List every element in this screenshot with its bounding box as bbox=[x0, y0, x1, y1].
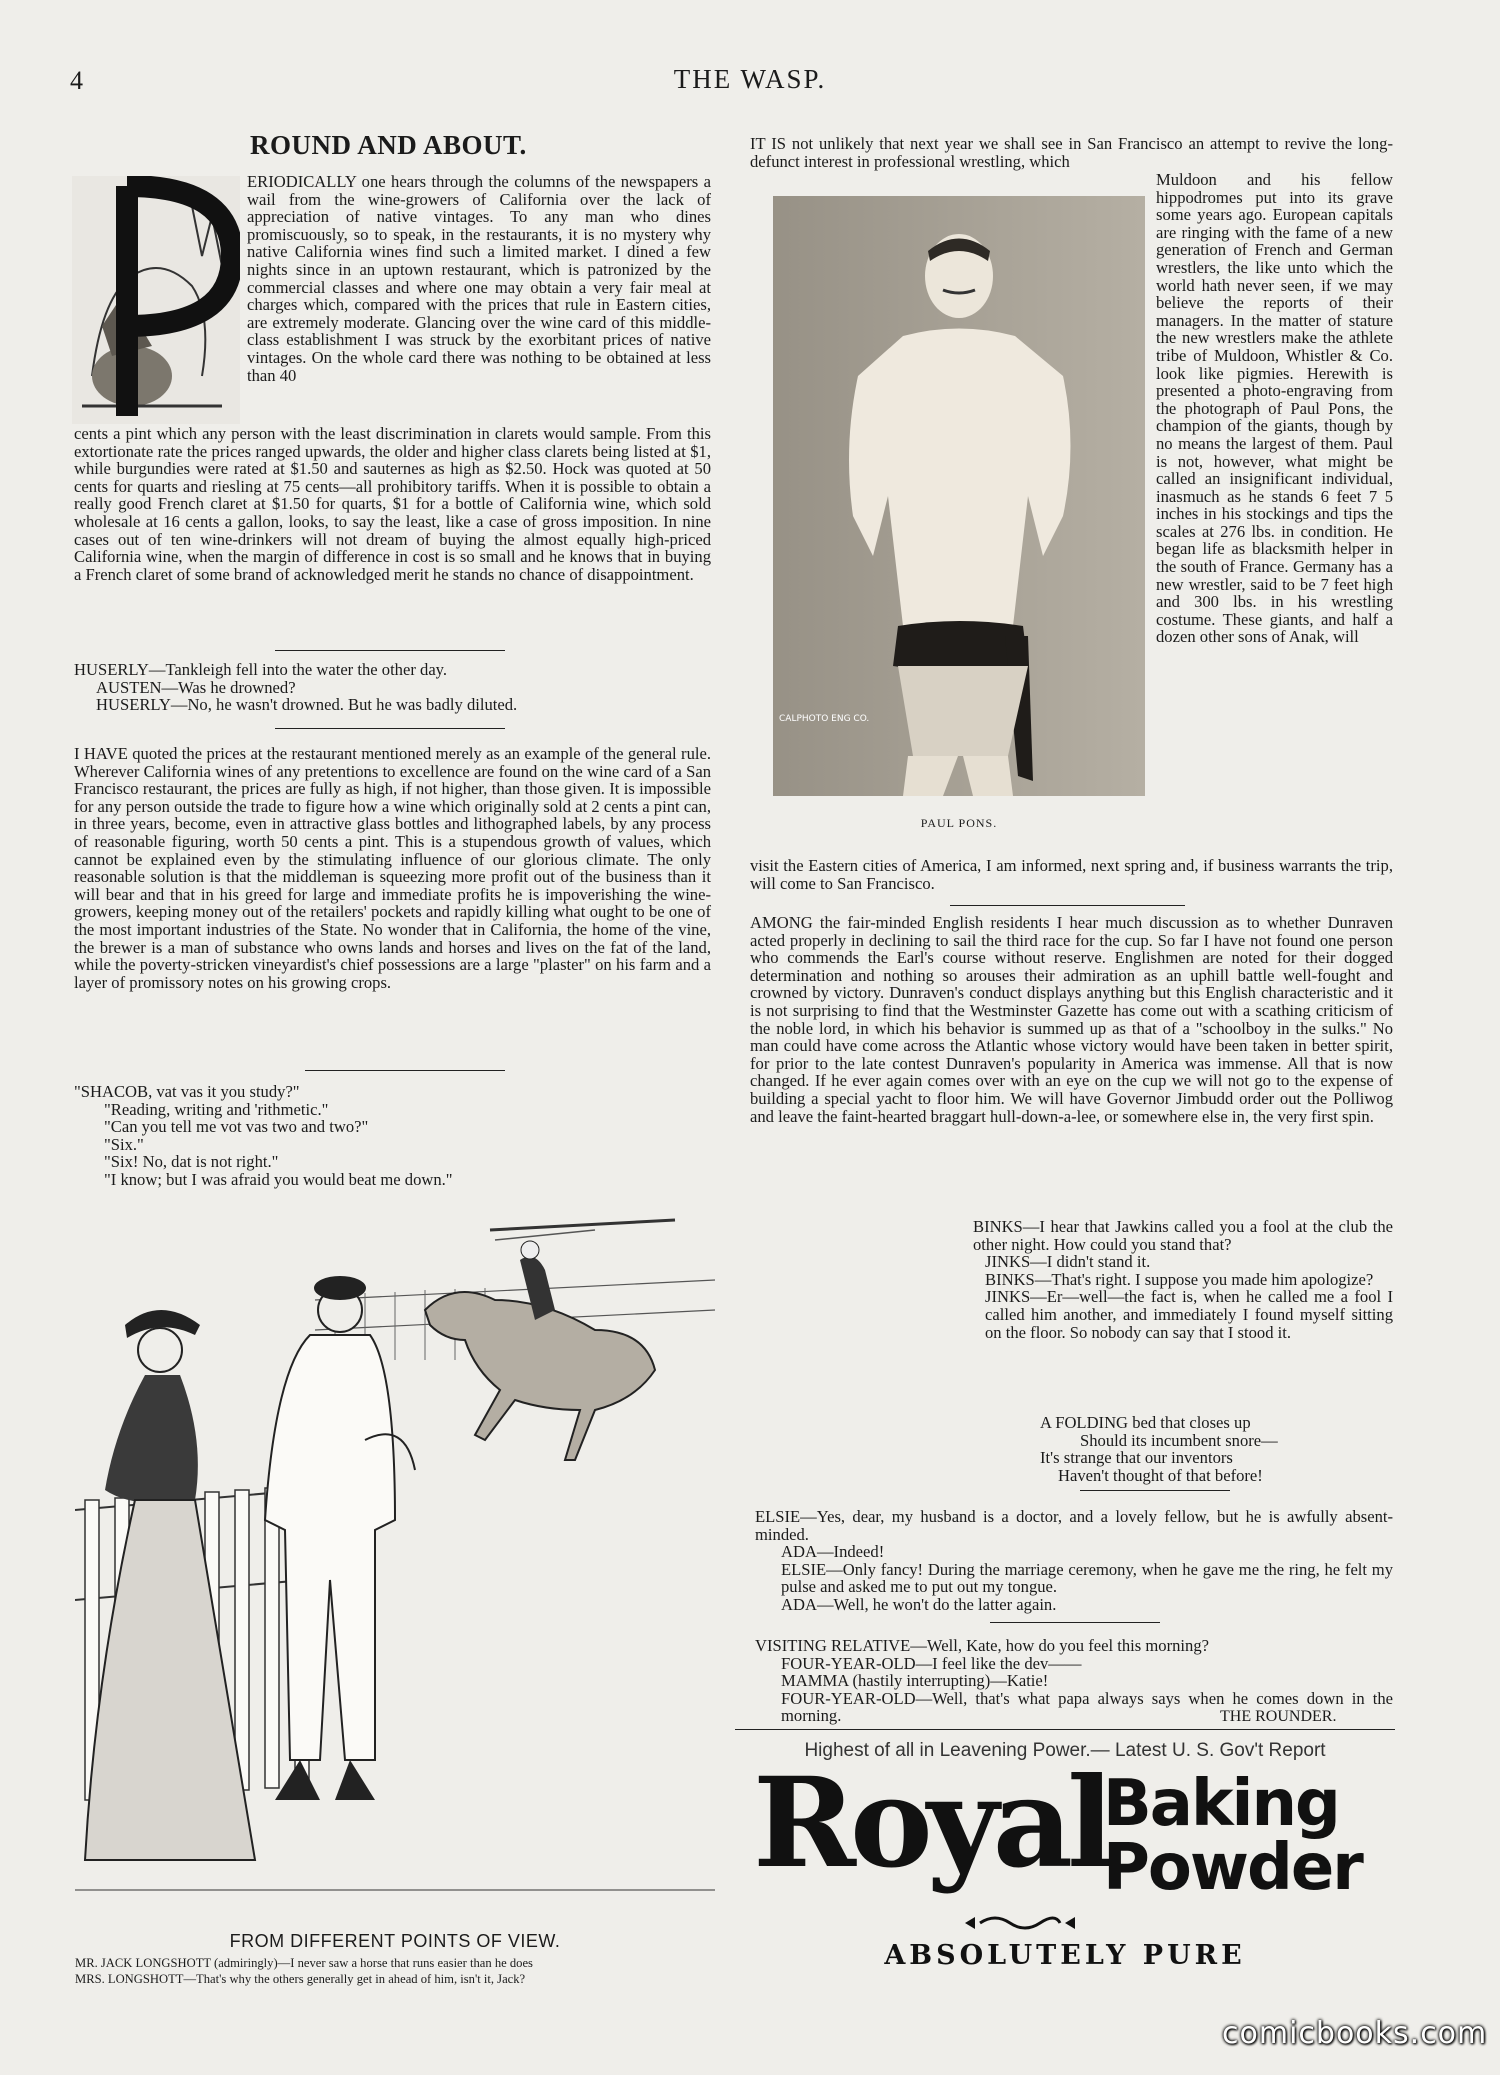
among-text: AMONG the fair-minded English residents I hear much discussion as to whether Dunraven acted properly in declining to sail the third race for the cup. So far I have not found one person who commends the Earl's course without reserve. Englishmen are noted for their dogged determination and nothing so arouses their admiration as an uphill battle well-fought and crowned by victory. Dunraven's conduct displays anything but this English characteristic and it is not surprising to find that the Westminster Gazette has come out with a scathing criticism of the noble lord, in which his behavior is summed up as that of a "schoolboy in the sulks." No man could have come across the Atlantic whose victory would have been taken in better spirit, for prior to the late contest Dunraven's popularity in America was immense. All that is now changed. If he ever again comes over with an eye on the cup we will not go to the expense of building a special yacht to floor him. We will have Governor Jimbudd order out the Polliwog and leave the faint-hearted braggart hull-down-a-lee, or somewhere else in, the very first spin. bbox=[750, 913, 1393, 1126]
visiting-line-3: MAMMA (hastily interrupting)—Katie! bbox=[781, 1671, 1049, 1691]
divider bbox=[990, 1622, 1160, 1623]
wrestling-conclusion bbox=[750, 857, 1393, 892]
paragraph-intro-bottom bbox=[74, 425, 711, 637]
verse-line-4: Haven't thought of that before! bbox=[1058, 1465, 1263, 1485]
illustration-caption bbox=[75, 1955, 715, 1987]
i-have-paragraph bbox=[74, 745, 711, 991]
divider bbox=[1080, 1490, 1230, 1491]
author-signature: THE ROUNDER. bbox=[1220, 1708, 1337, 1725]
shacob-line-4: "Six." bbox=[104, 1134, 144, 1154]
ad-headline: Highest of all in Leavening Power.— Latest U. S. Gov't Report bbox=[804, 1740, 1326, 1761]
visiting-line-2: FOUR-YEAR-OLD—I feel like the dev—— bbox=[781, 1653, 1082, 1673]
huserly-line-1: HUSERLY—Tankleigh fell into the water the other day. bbox=[74, 660, 448, 679]
wrestling-side-text: Muldoon and his fellow hippodromes put into its grave some years ago. European capitals are ringing with the fame of a new generation of French and German wrestlers, the like unto which the world hath never seen, if we may believe the reports of their managers. In the matter of stature the new wrestlers make the athlete tribe of Muldoon, Whistler & Co. look like pigmies. Herewith is presented a photo-engraving from the photograph of Paul Pons, the champion of the giants, though by no means the largest of them. Paul is not, however, what might be called an insignificant individual, inasmuch as he stands 6 feet 7 5 inches in his stockings and tips the scales at 276 lbs. in condition. He began life as blacksmith helper in the south of France. Germany has a new wrestler, said to be 7 feet high and 300 lbs. in his wrestling costume. These giants, and half a dozen other sons of Anak, will bbox=[1156, 171, 1393, 647]
section-title: ROUND AND ABOUT. bbox=[250, 130, 527, 160]
verse-line-2: Should its incumbent snore— bbox=[1080, 1430, 1278, 1450]
royal-baking-powder-ad bbox=[735, 1728, 1395, 1988]
wine-paragraph-continued: cents a pint which any person with the least discrimination in clarets would sample. From this extortionate rate the prices ranged upwards, the older and higher class clarets being listed at $1, while burgundies were rated at $1.50 and sauternes as high as $2.50. Hock was quoted at 50 cents for quarts and riesling at 75 cents—all prohibitory tariffs. When it is possible to obtain a really good French claret at $1.50 for quarts, $1 for a bottle of California wine, which sold wholesale at 16 cents a gallon, looks, to say the least, like a case of gross imposition. In nine cases out of ten wine-drinkers will not dream of buying the almost equally high-priced California wine, when the margin of difference in cost is so small and he knows that in buying a French claret of some brand of acknowledged merit he stands no chance of disappointment. bbox=[74, 425, 711, 584]
huserly-line-3: HUSERLY—No, he wasn't drowned. But he was badly diluted. bbox=[96, 695, 518, 715]
caption-line-2: MRS. LONGSHOTT—That's why the others generally get in ahead of him, isn't it, Jack? bbox=[75, 1972, 526, 1986]
verse-line-1: A FOLDING bed that closes up bbox=[1040, 1413, 1251, 1432]
shacob-joke bbox=[74, 1083, 711, 1189]
elsie-line-2: ADA—Indeed! bbox=[781, 1542, 885, 1562]
ad-absolutely-pure: ABSOLUTELY PURE bbox=[884, 1940, 1246, 1971]
visiting-line-1: VISITING RELATIVE—Well, Kate, how do you feel this morning? bbox=[755, 1636, 1209, 1655]
folding-bed-verse bbox=[1040, 1414, 1370, 1484]
wrestling-side-column bbox=[1156, 171, 1393, 857]
photo-credit: CALPHOTO ENG CO. bbox=[779, 714, 870, 724]
binks-line-2: JINKS—I didn't stand it. bbox=[985, 1252, 1151, 1272]
drop-cap-illustration bbox=[72, 176, 240, 424]
paul-pons-photo bbox=[773, 196, 1145, 796]
shacob-line-1: "SHACOB, vat vas it you study?" bbox=[74, 1082, 300, 1101]
among-paragraph bbox=[750, 914, 1393, 1125]
illustration-title: FROM DIFFERENT POINTS OF VIEW. bbox=[229, 1931, 561, 1951]
ad-royal-word: Royal bbox=[753, 1751, 1109, 1896]
wrestling-intro bbox=[750, 135, 1393, 171]
verse-line-3: It's strange that our inventors bbox=[1040, 1448, 1233, 1468]
shacob-line-6: "I know; but I was afraid you would beat me down." bbox=[104, 1169, 453, 1189]
elsie-line-4: ADA—Well, he won't do the latter again. bbox=[781, 1594, 1057, 1614]
watermark: comicbooks.com bbox=[1222, 2016, 1488, 2051]
binks-line-3: BINKS—That's right. I suppose you made him apologize? bbox=[985, 1269, 1374, 1289]
paragraph-intro-top bbox=[247, 173, 711, 425]
binks-joke bbox=[973, 1218, 1393, 1341]
huserly-line-2: AUSTEN—Was he drowned? bbox=[96, 677, 296, 697]
page-title: THE WASP. bbox=[673, 64, 827, 94]
visiting-line-4: FOUR-YEAR-OLD—Well, that's what papa always says when he comes down in the morning. bbox=[781, 1688, 1393, 1726]
shacob-line-5: "Six! No, dat is not right." bbox=[104, 1152, 279, 1172]
ad-baking-word: Baking bbox=[1103, 1767, 1339, 1841]
wrestling-bottom-text: visit the Eastern cities of America, I am informed, next spring and, if business warrants the trip, will come to San Francisco. bbox=[750, 856, 1393, 893]
elsie-line-3: ELSIE—Only fancy! During the marriage ceremony, when he gave me the ring, he felt my pulse and asked me to put out my tongue. bbox=[781, 1559, 1393, 1597]
wine-paragraph: ERIODICALLY one hears through the columns of the newspapers a wail from the wine-growers of California over the lack of appreciation of native vintages. To any man who dines promiscuously, so to speak, in the restaurants, it is no mystery why native California wines find such a limited market. I dined a few nights since in an uptown restaurant, which is patronized by the commercial classes and where one may obtain a very fair meal at charges which, compared with the prices that rule in Eastern cities, are extremely moderate. Glancing over the wine card of this middle-class establishment I was struck by the exorbitant prices of native vintages. On the whole card there was nothing to be obtained at less than 40 bbox=[247, 173, 711, 385]
photo-caption: PAUL PONS. bbox=[920, 816, 998, 830]
wrestling-top-text: IT IS not unlikely that next year we shall see in San Francisco an attempt to revive the long-defunct interest in professional wrestling, which bbox=[750, 135, 1393, 171]
divider bbox=[305, 1070, 505, 1071]
huserly-joke bbox=[74, 661, 711, 714]
divider bbox=[950, 905, 1185, 906]
racetrack-illustration bbox=[75, 1200, 715, 1920]
elsie-line-1: ELSIE—Yes, dear, my husband is a doctor, and a lovely fellow, but he is awfully absent-minded. bbox=[755, 1507, 1393, 1544]
ad-baking-powder bbox=[1103, 1767, 1362, 1905]
caption-line-1: MR. JACK LONGSHOTT (admiringly)—I never saw a horse that runs easier than he does bbox=[75, 1956, 533, 1970]
i-have-text: I HAVE quoted the prices at the restaurant mentioned merely as an example of the general rule. Wherever California wines of any pretentions to excellence are found on the wine card of a San Francisco restaurant, the prices are fully as high, if not higher, than those given. It is impossible for any person outside the trade to figure how a wine which originally sold at 2 cents a pint can, in three years, become, even in attractive glass bottles and lithographed labels, by any process of reasonable figuring, worth 50 cents a pint. This is a stupendous growth of values, which cannot be explained even by the stimulating influence of our glorious climate. The only reasonable solution is that the middleman is squeezing more profit out of the business than it will bear and that in his greed for large and immediate profits he is impoverishing the wine-growers, keeping money out of the retailers' pockets and rapidly killing what ought to be one of the most important industries of the State. No wonder that in California, the home of the vine, the brewer is a man of substance who owns lands and horses and lives on the fat of the land, while the poverty-stricken vineyardist's chief possessions are a large "plaster" on his farm and a layer of promissory notes on his growing crops. bbox=[74, 744, 711, 992]
divider bbox=[275, 728, 505, 729]
wrestler-portrait bbox=[773, 196, 1145, 796]
shacob-line-3: "Can you tell me vot vas two and two?" bbox=[104, 1117, 369, 1137]
page-number: 4 bbox=[70, 66, 83, 95]
binks-line-4: JINKS—Er—well—the fact is, when he called me a fool I called him another, and immediately I found myself sitting on the floor. So nobody can say that I stood it. bbox=[985, 1287, 1393, 1342]
shacob-line-2: "Reading, writing and 'rithmetic." bbox=[104, 1099, 329, 1119]
ad-powder-word: Powder bbox=[1103, 1831, 1362, 1905]
ornament-flourish bbox=[960, 1913, 1080, 1933]
divider bbox=[275, 650, 505, 651]
binks-line-1: BINKS—I hear that Jawkins called you a fool at the club the other night. How could you stand that? bbox=[973, 1217, 1393, 1254]
elsie-joke bbox=[755, 1508, 1393, 1614]
